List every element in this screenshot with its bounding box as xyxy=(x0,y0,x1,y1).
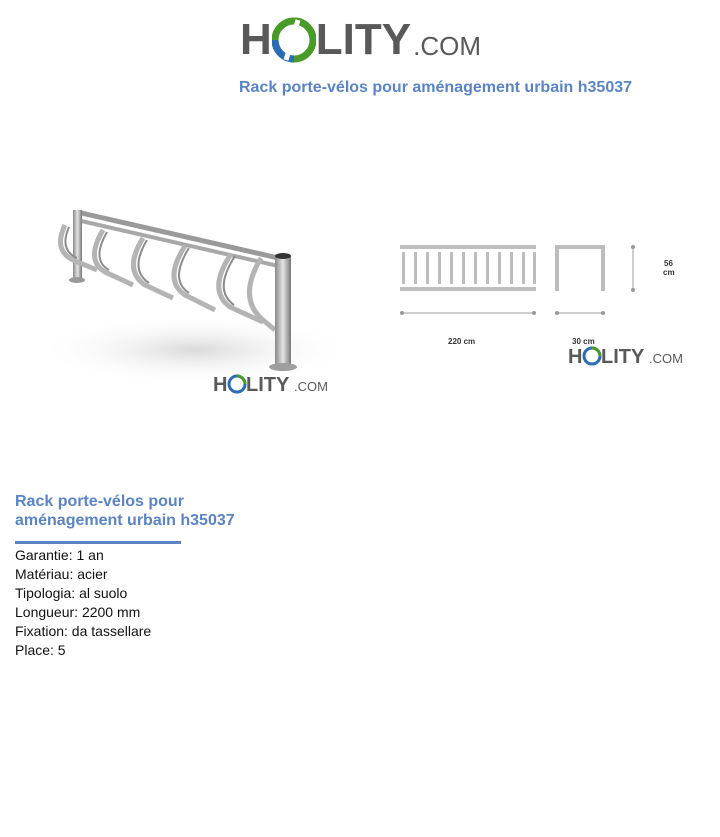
product-name-heading xyxy=(15,492,275,530)
photo-logo-dotcom: .COM xyxy=(294,379,328,394)
product-photo xyxy=(25,190,355,410)
photo-logo-letters: LITY xyxy=(246,374,290,396)
spec-material: Matériau: acier xyxy=(15,566,108,582)
height-unit: cm xyxy=(663,268,675,277)
photo-logo-h: H xyxy=(213,374,228,396)
spec-warranty: Garantie: 1 an xyxy=(15,547,104,563)
height-value: 56 xyxy=(664,259,673,268)
spec-places: Place: 5 xyxy=(15,642,66,658)
spec-length: Longueur: 2200 mm xyxy=(15,604,141,620)
spec-fixing: Fixation: da tassellare xyxy=(15,623,152,639)
drawing-watermark-logo xyxy=(568,346,683,368)
drawing-logo-h: H xyxy=(568,346,583,368)
product-name-line-2: aménagement urbain h35037 xyxy=(15,512,235,529)
spec-type: Tipologia: al suolo xyxy=(15,585,128,601)
logo-letters: LITY xyxy=(315,15,412,64)
drawing-logo-letters: LITY xyxy=(601,346,645,368)
spec-list xyxy=(15,546,151,660)
product-name-line-1: Rack porte-vélos pour xyxy=(15,493,184,510)
holity-logo xyxy=(240,10,481,70)
width-label: 220 cm xyxy=(448,337,476,346)
title-divider xyxy=(15,541,181,544)
logo-dotcom: .COM xyxy=(413,30,481,61)
depth-label: 30 cm xyxy=(572,337,595,346)
page-title: Rack porte-vélos pour aménagement urbain h35037 xyxy=(239,79,633,96)
drawing-logo-dotcom: .COM xyxy=(649,351,683,366)
technical-drawing xyxy=(390,230,700,370)
logo-letter-h: H xyxy=(240,15,272,64)
logo-o-icon xyxy=(272,16,316,64)
